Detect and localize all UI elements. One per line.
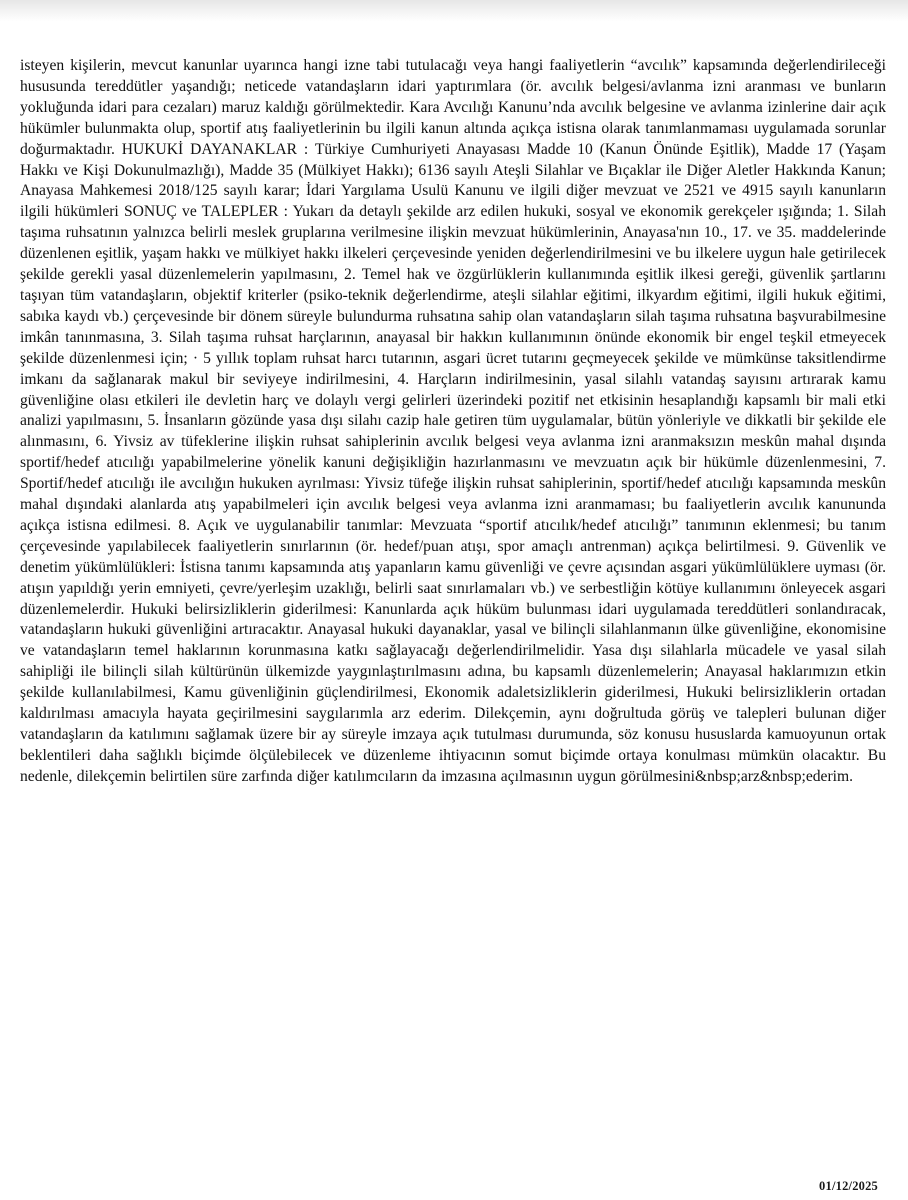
page-date: 01/12/2025	[819, 1179, 878, 1193]
petition-body-text: isteyen kişilerin, mevcut kanunlar uyarınca hangi izne tabi tutulacağı veya hangi faaliyetlerin “avcılık” kapsamında değerlendirileceği hususunda tereddütler yaşandığı; neticede vatandaşların idari yaptırımlara (ör. avcılık belgesi/avlanma izni aranması ve bunların yokluğunda idari para cezaları) maruz kaldığı görülmektedir. Kara Avcılığı Kanunu’nda avcılık belgesine ve avlanma izinlerine dair açık hükümler bulunmakta olup, sportif atış faaliyetlerinin bu ilgili kanun altında açıkça istisna olarak tanımlanmaması uygulamada sorunlar doğurmaktadır. HUKUKİ DAYANAKLAR : Türkiye Cumhuriyeti Anayasası Madde 10 (Kanun Önünde Eşitlik), Madde 17 (Yaşam Hakkı ve Kişi Dokunulmazlığı), Madde 35 (Mülkiyet Hakkı); 6136 sayılı Ateşli Silahlar ve Bıçaklar ile Diğer Aletler Hakkında Kanun; Anayasa Mahkemesi 2018/125 sayılı karar; İdari Yargılama Usulü Kanunu ve ilgili diğer mevzuat ve 2521 ve 4915 sayılı kanunların ilgili hükümleri SONUÇ ve TALEPLER : Yukarı da detaylı şekilde arz edilen hukuki, sosyal ve ekonomik gerekçeler ışığında; 1. Silah taşıma ruhsatının yalnızca belirli meslek gruplarına verilmesine ilişkin mevzuat hükümlerinin, Anayasa'nın 10., 17. ve 35. maddelerinde düzenlenen eşitlik, yaşam hakkı ve mülkiyet hakkı ilkeleri çerçevesinde yeniden değerlendirilmesini ve bu ilkelere uygun hale getirilecek şekilde gerekli yasal düzenlemelerin yapılmasını, 2. Temel hak ve özgürlüklerin kullanımında eşitlik ilkesi gereği, güvenlik şartlarını taşıyan tüm vatandaşların, objektif kriterler (psiko-teknik değerlendirme, ateşli silahlar eğitimi, ilkyardım eğitimi, ilgili hukuk eğitimi, sabıka kaydı vb.) çerçevesinde bir dönem süreyle bulundurma ruhsatına sahip olan vatandaşların silah taşıma ruhsatına başvurabilmesine imkân tanınmasına, 3. Silah taşıma ruhsat harçlarının, anayasal bir hakkın kullanımının önünde ekonomik bir engel teşkil etmeyecek şekilde düzenlenmesi için; · 5 yıllık toplam ruhsat harcı tutarının, asgari ücret tutarını geçmeyecek şekilde ve mümkünse taksitlendirme imkanı da sağlanarak makul bir seviyeye indirilmesini, 4. Harçların indirilmesinin, yasal silahlı vatandaş sayısını artırarak kamu güvenliğine olası etkileri ile devletin harç ve dolaylı vergi gelirleri üzerindeki pozitif net etkisinin hesaplandığı kapsamlı bir mali etki analizi yapılmasını, 5. İnsanların gözünde yasa dışı silahı cazip hale getiren tüm uygulamalar, bütün yönleriyle ve dikkatli bir şekilde ele alınmasını, 6. Yivsiz av tüfeklerine ilişkin ruhsat sahiplerinin avcılık belgesi veya avlanma izni aranmaksızın meskûn mahal dışında sportif/hedef atıcılığı yapabilmelerine yönelik kanuni değişikliğin hazırlanmasını ve mevzuatın açık bir hükümle düzenlenmesini, 7. Sportif/hedef atıcılığı ile avcılığın hukuken ayrılması: Yivsiz tüfeğe ilişkin ruhsat sahiplerinin, sportif/hedef atıcılığı kapsamında meskûn mahal dışındaki alanlarda atış yapabilmeleri için avcılık belgesi veya avlanma izni aranmaması; bu faaliyetlerin avcılık kanununda açıkça istisna edilmesi. 8. Açık ve uygulanabilir tanımlar: Mevzuata “sportif atıcılık/hedef atıcılığı” tanımının eklenmesi; bu tanım çerçevesinde yapılabilecek faaliyetlerin sınırlarının (ör. hedef/puan atışı, spor amaçlı antrenman) açıkça belirtilmesi. 9. Güvenlik ve denetim yükümlülükleri: İstisna tanımı kapsamında atış yapanların kamu güvenliği ve çevre açısından asgari yükümlülüklere uyması (ör. atışın yapıldığı yerin emniyeti, çevre/yerleşim uzaklığı, belirli saat sınırlamaları vb.) ve serbestliğin kötüye kullanımını önleyecek asgari düzenlemelerdir. Hukuki belirsizliklerin giderilmesi: Kanunlarda açık hüküm bulunması idari uygulamada tereddütleri sonlandıracak, vatandaşların hukuki güvenliğini artıracaktır. Anayasal hukuki dayanaklar, yasal ve bilinçli silahlanmanın ülke güvenliğine, ekonomisine ve vatandaşların temel haklarının korunmasına katkı sağlayacağı değerlendirilmelidir. Yasa dışı silahlarla mücadele ve yasal silah sahipliği ile bilinçli silah kültürünün ülkemizde yaygınlaştırılmasını adına, bu kapsamlı düzenlemelerin; Anayasal haklarımızın etkin şekilde kullanılabilmesi, Kamu güvenliğinin güçlendirilmesi, Ekonomik adaletsizliklerin giderilmesi, Hukuki belirsizliklerin ortadan kaldırılması amacıyla hayata geçirilmesini saygılarımla arz ederim. Dilekçemin, aynı doğrultuda görüş ve talepleri bulunan diğer vatandaşların da katılımını sağlamak üzere bir ay süreyle imzaya açık tutulması durumunda, söz konusu hususlarda kamuoyunun ortak beklentileri daha sağlıklı biçimde ölçülebilecek ve düzenleme ihtiyacının somut biçimde ortaya konulması mümkün olacaktır. Bu nedenle, dilekçemin belirtilen süre zarfında diğer katılımcıların da imzasına açılmasının uygun görülmesini&nbsp;arz&nbsp;ederim.	[20, 57, 886, 785]
top-shadow-band	[0, 0, 908, 22]
